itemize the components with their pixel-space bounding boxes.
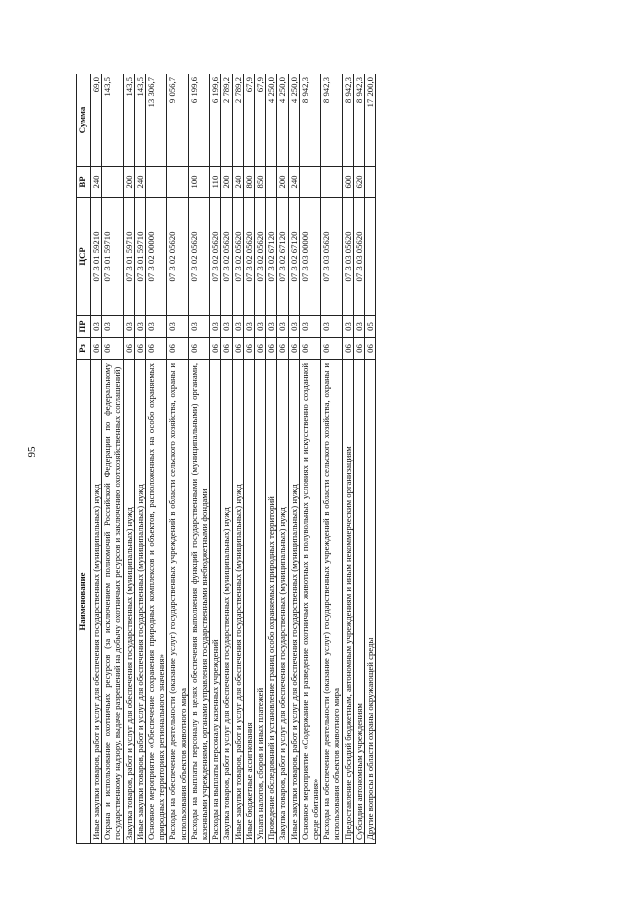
table-row	[123, 74, 134, 844]
cell-name: Проведение обследований и установление границ особо охраняемых природных территорий	[266, 360, 277, 844]
cell-pr: 03	[167, 316, 188, 338]
cell-name: Закупка товаров, работ и услуг для обеспечения государственных (муниципальных) нужд	[277, 360, 288, 844]
table-row	[243, 74, 254, 844]
cell-csr: 07 3 02 00000	[146, 198, 167, 316]
cell-sum: 6 199,6	[210, 74, 221, 167]
cell-sum: 8 942,3	[321, 74, 342, 167]
table-row	[232, 74, 243, 844]
cell-name: Закупка товаров, работ и услуг для обеспечения государственных (муниципальных) нужд	[123, 360, 134, 844]
cell-pr: 03	[221, 316, 232, 338]
table-row	[134, 74, 145, 844]
cell-name: Расходы на обеспечение деятельности (оказание услуг) государственных учреждений в области сельского хозяйства, охраны и использования объектов животного мира	[167, 360, 188, 844]
cell-pr: 03	[232, 316, 243, 338]
cell-rz: 06	[134, 338, 145, 360]
cell-vr: 240	[134, 167, 145, 198]
table-row	[266, 74, 277, 844]
cell-pr: 03	[188, 316, 209, 338]
cell-sum: 67,9	[243, 74, 254, 167]
cell-vr	[321, 167, 342, 198]
cell-vr: 200	[277, 167, 288, 198]
table-header-row	[77, 74, 91, 844]
cell-sum: 13 306,7	[146, 74, 167, 167]
cell-pr: 03	[210, 316, 221, 338]
cell-name: Иные закупки товаров, работ и услуг для обеспечения государственных (муниципальных) нужд	[91, 360, 102, 844]
cell-vr	[299, 167, 320, 198]
cell-rz: 06	[243, 338, 254, 360]
table-row	[277, 74, 288, 844]
cell-pr: 05	[365, 316, 376, 338]
rotated-landscape-content	[76, 74, 568, 844]
budget-table-sheet	[76, 74, 568, 844]
cell-csr: 07 3 01 59710	[134, 198, 145, 316]
cell-pr: 03	[123, 316, 134, 338]
cell-sum: 143,5	[123, 74, 134, 167]
cell-vr: 200	[123, 167, 134, 198]
cell-pr: 03	[91, 316, 102, 338]
table-row	[188, 74, 209, 844]
cell-csr: 07 3 03 05620	[342, 198, 353, 316]
cell-csr: 07 3 02 05620	[232, 198, 243, 316]
cell-vr: 240	[91, 167, 102, 198]
cell-sum: 4 250,0	[266, 74, 277, 167]
cell-sum: 69,0	[91, 74, 102, 167]
cell-sum: 8 942,3	[299, 74, 320, 167]
cell-rz: 06	[210, 338, 221, 360]
cell-vr	[146, 167, 167, 198]
cell-sum: 6 199,6	[188, 74, 209, 167]
table-row	[288, 74, 299, 844]
cell-rz: 06	[102, 338, 123, 360]
cell-sum: 8 942,3	[342, 74, 353, 167]
cell-name: Иные бюджетные ассигнования	[243, 360, 254, 844]
cell-csr: 07 3 02 05620	[167, 198, 188, 316]
cell-name: Субсидии автономным учреждениям	[353, 360, 364, 844]
cell-name: Иные закупки товаров, работ и услуг для обеспечения государственных (муниципальных) нужд	[134, 360, 145, 844]
cell-sum: 17 200,0	[365, 74, 376, 167]
cell-rz: 06	[266, 338, 277, 360]
table-row	[342, 74, 353, 844]
cell-name: Иные закупки товаров, работ и услуг для обеспечения государственных (муниципальных) нужд	[232, 360, 243, 844]
cell-csr: 07 3 02 05620	[188, 198, 209, 316]
cell-vr: 600	[342, 167, 353, 198]
cell-name: Предоставление субсидий бюджетным, автономным учреждениям и иным некоммерческим организациям	[342, 360, 353, 844]
cell-sum: 8 942,3	[353, 74, 364, 167]
cell-csr: 07 3 02 67120	[277, 198, 288, 316]
cell-csr: 07 3 02 05620	[221, 198, 232, 316]
table-row	[210, 74, 221, 844]
cell-rz: 06	[188, 338, 209, 360]
table-row	[299, 74, 320, 844]
table-row	[102, 74, 123, 844]
cell-rz: 06	[91, 338, 102, 360]
cell-csr: 07 3 01 59710	[102, 198, 123, 316]
cell-name: Другие вопросы в области охраны окружающей среды	[365, 360, 376, 844]
table-row	[146, 74, 167, 844]
cell-rz: 06	[342, 338, 353, 360]
cell-csr: 07 3 02 67120	[266, 198, 277, 316]
cell-rz: 06	[146, 338, 167, 360]
page-number: 95	[26, 446, 38, 458]
table-row	[255, 74, 266, 844]
header-sum: Сумма	[77, 74, 91, 167]
cell-pr: 03	[102, 316, 123, 338]
cell-vr: 240	[288, 167, 299, 198]
cell-name: Расходы на выплаты персоналу в целях обеспечения выполнения функций государственными (муниципальными) органами, казенными учреждениями, органами управления государственными внебюджетными фондами	[188, 360, 209, 844]
cell-vr	[365, 167, 376, 198]
cell-sum: 2 789,2	[221, 74, 232, 167]
cell-csr: 07 3 01 59210	[91, 198, 102, 316]
cell-pr: 03	[321, 316, 342, 338]
cell-name: Уплата налогов, сборов и иных платежей	[255, 360, 266, 844]
cell-sum: 67,9	[255, 74, 266, 167]
cell-rz: 06	[232, 338, 243, 360]
header-name: Наименование	[77, 360, 91, 844]
cell-pr: 03	[243, 316, 254, 338]
header-vr: ВР	[77, 167, 91, 198]
cell-sum: 4 250,0	[288, 74, 299, 167]
cell-rz: 06	[299, 338, 320, 360]
table-row	[91, 74, 102, 844]
cell-rz: 06	[255, 338, 266, 360]
header-csr: ЦСР	[77, 198, 91, 316]
cell-rz: 06	[123, 338, 134, 360]
cell-csr: 07 3 02 05620	[210, 198, 221, 316]
cell-name: Основное мероприятие «Обеспечение сохранения природных комплексов и объектов, расположенных на особо охраняемых природных территориях регионального значения»	[146, 360, 167, 844]
cell-sum: 4 250,0	[277, 74, 288, 167]
cell-vr: 850	[255, 167, 266, 198]
cell-csr: 07 3 02 05620	[255, 198, 266, 316]
table-row	[221, 74, 232, 844]
cell-csr	[365, 198, 376, 316]
cell-csr: 07 3 02 67120	[288, 198, 299, 316]
cell-sum: 143,5	[134, 74, 145, 167]
header-rz: Рз	[77, 338, 91, 360]
cell-pr: 03	[342, 316, 353, 338]
cell-rz: 06	[288, 338, 299, 360]
cell-name: Иные закупки товаров, работ и услуг для обеспечения государственных (муниципальных) нужд	[288, 360, 299, 844]
cell-pr: 03	[146, 316, 167, 338]
cell-rz: 06	[167, 338, 188, 360]
cell-pr: 03	[134, 316, 145, 338]
cell-name: Расходы на выплаты персоналу казенных учреждений	[210, 360, 221, 844]
cell-rz: 06	[221, 338, 232, 360]
cell-rz: 06	[321, 338, 342, 360]
cell-vr: 620	[353, 167, 364, 198]
cell-pr: 03	[299, 316, 320, 338]
table-row	[365, 74, 376, 844]
cell-vr: 110	[210, 167, 221, 198]
cell-vr	[102, 167, 123, 198]
header-pr: ПР	[77, 316, 91, 338]
budget-table	[76, 74, 376, 844]
cell-sum: 2 789,2	[232, 74, 243, 167]
cell-csr: 07 3 02 05620	[243, 198, 254, 316]
cell-name: Расходы на обеспечение деятельности (оказание услуг) государственных учреждений в области сельского хозяйства, охраны и использования объектов животного мира	[321, 360, 342, 844]
cell-rz: 06	[365, 338, 376, 360]
table-row	[167, 74, 188, 844]
cell-pr: 03	[288, 316, 299, 338]
table-row	[353, 74, 364, 844]
table-row	[321, 74, 342, 844]
cell-csr: 07 3 03 05620	[321, 198, 342, 316]
cell-vr: 240	[232, 167, 243, 198]
cell-rz: 06	[277, 338, 288, 360]
cell-pr: 03	[277, 316, 288, 338]
table-body	[91, 74, 376, 844]
cell-name: Закупка товаров, работ и услуг для обеспечения государственных (муниципальных) нужд	[221, 360, 232, 844]
cell-vr: 800	[243, 167, 254, 198]
cell-csr: 07 3 01 59710	[123, 198, 134, 316]
cell-vr: 200	[221, 167, 232, 198]
cell-sum: 9 056,7	[167, 74, 188, 167]
cell-csr: 07 3 03 00000	[299, 198, 320, 316]
cell-sum: 143,5	[102, 74, 123, 167]
cell-name: Охрана и использование охотничьих ресурсов (за исключением полномочий Российской Федерации по федеральному государственному надзору, выдаче разрешений на добычу охотничьих ресурсов и заключению охотхозяйственных соглашений)	[102, 360, 123, 844]
cell-pr: 03	[353, 316, 364, 338]
cell-pr: 03	[255, 316, 266, 338]
cell-pr: 03	[266, 316, 277, 338]
cell-vr	[167, 167, 188, 198]
cell-vr: 100	[188, 167, 209, 198]
cell-csr: 07 3 03 05620	[353, 198, 364, 316]
cell-rz: 06	[353, 338, 364, 360]
cell-name: Основное мероприятие «Содержание и разведение охотничьих животных в полувольных условиях и искусственно созданной среде обитания»	[299, 360, 320, 844]
cell-vr	[266, 167, 277, 198]
